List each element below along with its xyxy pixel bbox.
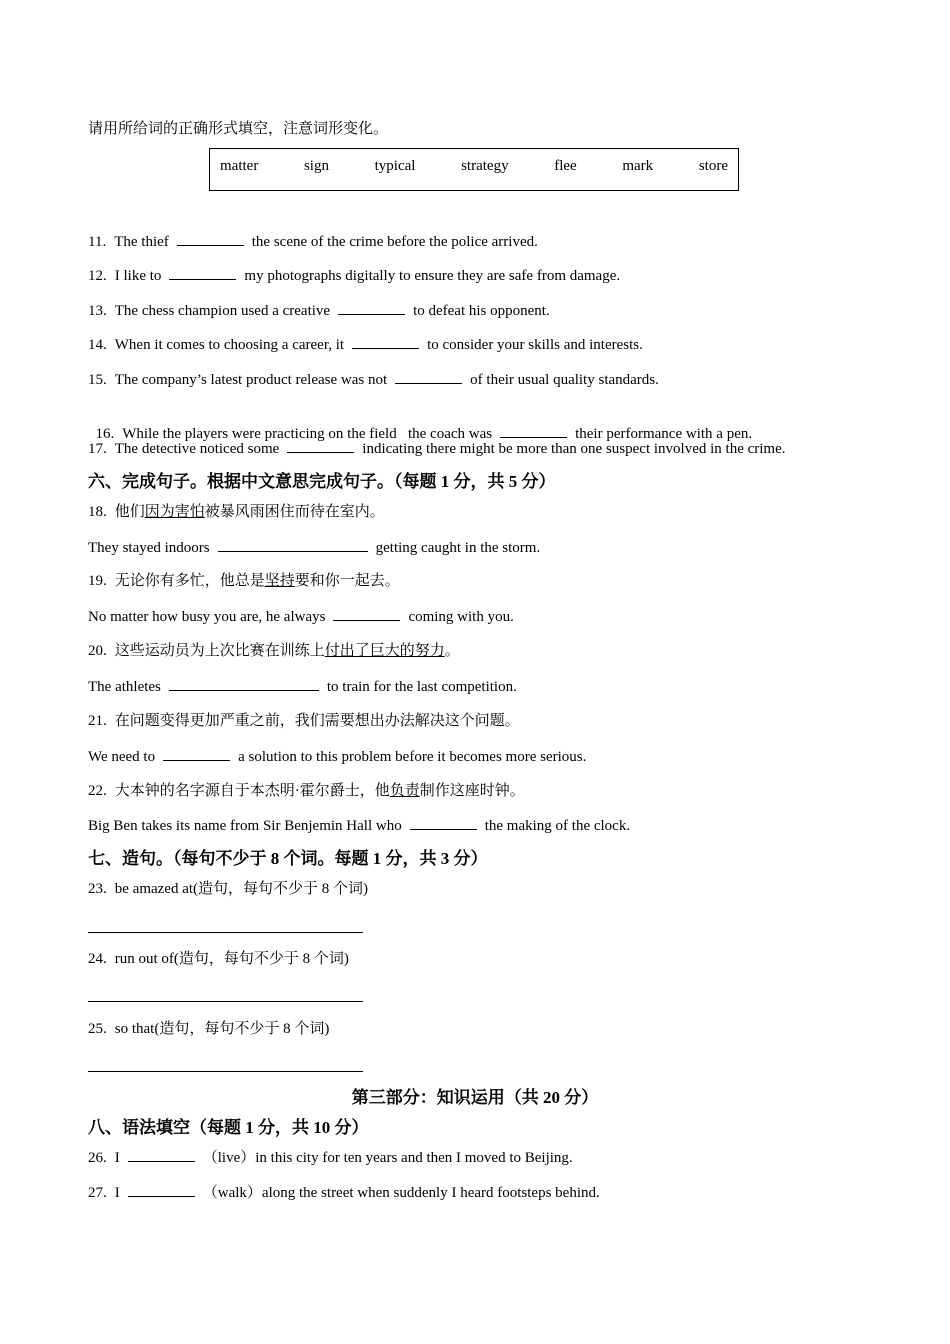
question-19-english [88,606,514,627]
question-18-chinese [88,502,385,522]
question-number: 18. [88,504,107,520]
word-box-item: store [698,158,728,174]
chinese-text: 大本钟的名字源自于本杰明·霍尔爵士，他 [114,783,390,799]
question-text-before: The detective noticed some [114,441,280,457]
answer-line[interactable] [88,1001,363,1002]
question-12 [88,265,620,286]
chinese-text: 这些运动员为上次比赛在训练上 [114,643,325,659]
english-text-before: We need to [88,749,156,765]
question-text-before: The company’s latest product release was not [114,372,388,388]
question-19-chinese [88,571,400,591]
word-box-item: strategy [461,158,509,174]
word-box-item: flee [554,158,577,174]
word-box-item: mark [622,158,654,174]
question-text-before: When it comes to choosing a career, it [114,337,345,353]
english-text-before: Big Ben takes its name from Sir Benjemin Hall who [88,818,402,834]
question-text-before: I like to [114,268,162,284]
question-11 [88,231,538,252]
word-box-item: typical [374,158,416,174]
english-text-after: coming with you. [408,609,514,625]
chinese-text: 制作这座时钟。 [419,783,525,799]
question-18-english [88,537,540,558]
note: (造句，每句不少于 8 个词) [193,881,369,897]
question-text-after: of their usual quality standards. [470,372,659,388]
question-20-english [88,676,517,697]
question-text-before: The chess champion used a creative [114,303,331,319]
question-text-before: I [114,1150,120,1166]
question-text-after: （live）in this city for ten years and then I moved to Beijing. [202,1150,573,1166]
question-13 [88,300,550,321]
section8-title: 八、语法填空（每题 1 分，共 10 分） [88,1118,369,1137]
phrase: be amazed at [114,881,194,897]
question-text-after: their performance with a pen. [575,426,753,442]
question-number: 22. [88,783,107,799]
question-17 [88,438,786,459]
note: (造句，每句不少于 8 个词) [173,951,349,967]
question-number: 12. [88,268,107,284]
english-text-after: a solution to this problem before it becomes more serious. [238,749,587,765]
question-number: 17. [88,441,107,457]
question-21-chinese [88,711,520,731]
chinese-text: 无论你有多忙，他总是 [114,573,265,589]
question-22-chinese [88,781,525,801]
question-number: 19. [88,573,107,589]
answer-line[interactable] [88,1071,363,1072]
chinese-underlined: 坚持 [264,573,295,589]
chinese-text: 在问题变得更加严重之前，我们需要想出办法解决这个问题。 [114,713,520,729]
question-number: 16. [95,426,115,442]
question-number: 23. [88,881,107,897]
question-21-english [88,746,586,767]
answer-blank[interactable] [338,300,405,315]
answer-blank[interactable] [410,815,477,830]
chinese-text: 。 [444,643,460,659]
word-box-item: matter [220,158,259,174]
answer-blank[interactable] [169,676,319,691]
answer-blank[interactable] [128,1182,195,1197]
question-26 [88,1147,573,1168]
question-number: 20. [88,643,107,659]
question-20-chinese [88,641,460,661]
note: (造句，每句不少于 8 个词) [154,1021,330,1037]
question-text-after: my photographs digitally to ensure they are safe from damage. [244,268,621,284]
english-text-before: No matter how busy you are, he always [88,609,326,625]
question-27 [88,1182,600,1203]
question-text-after: indicating there might be more than one suspect involved in the crime. [362,441,786,457]
english-text-before: The athletes [88,679,161,695]
answer-blank[interactable] [177,231,244,246]
question-text-before: The thief [114,234,169,250]
phrase: so that [114,1021,155,1037]
question-text-before: I [114,1185,120,1201]
question-text-before: While the players were practicing on the field the coach was [122,426,493,442]
question-number: 13. [88,303,107,319]
english-text-after: getting caught in the storm. [375,540,541,556]
instruction: 请用所给词的正确形式填空，注意词形变化。 [88,121,389,137]
english-text-after: the making of the clock. [484,818,631,834]
answer-blank[interactable] [395,369,462,384]
question-number: 21. [88,713,107,729]
question-number: 11. [88,234,107,250]
answer-blank[interactable] [352,334,419,349]
chinese-text: 要和你一起去。 [294,573,400,589]
answer-blank[interactable] [163,746,230,761]
english-text-after: to train for the last competition. [326,679,517,695]
answer-blank[interactable] [218,537,368,552]
english-text-before: They stayed indoors [88,540,210,556]
section7-title: 七、造句。（每句不少于 8 个词。每题 1 分，共 3 分） [88,849,488,868]
question-24 [88,949,349,969]
question-number: 15. [88,372,107,388]
question-number: 27. [88,1185,107,1201]
part3-title: 第三部分：知识运用（共 20 分） [351,1088,599,1107]
question-22-english [88,815,630,836]
chinese-text: 被暴风雨困住而待在室内。 [204,504,385,520]
question-text-after: the scene of the crime before the police arrived. [251,234,538,250]
question-15 [88,369,659,390]
chinese-underlined: 付出了巨大的努力 [324,643,445,659]
word-box-item: sign [303,158,329,174]
answer-blank[interactable] [287,438,354,453]
question-text-after: to defeat his opponent. [413,303,550,319]
question-number: 26. [88,1150,107,1166]
question-number: 25. [88,1021,107,1037]
question-text-after: （walk）along the street when suddenly I heard footsteps behind. [202,1185,600,1201]
phrase: run out of [114,951,174,967]
chinese-underlined: 负责 [389,783,420,799]
question-number: 24. [88,951,107,967]
chinese-text: 他们 [114,504,145,520]
section6-title: 六、完成句子。根据中文意思完成句子。（每题 1 分，共 5 分） [88,472,556,491]
question-23 [88,879,368,899]
answer-blank[interactable] [500,423,567,438]
question-25 [88,1019,329,1039]
word-box [209,148,739,191]
answer-blank[interactable] [169,265,236,280]
answer-blank[interactable] [128,1147,195,1162]
question-number: 14. [88,337,107,353]
answer-blank[interactable] [333,606,400,621]
chinese-underlined: 因为害怕 [144,504,205,520]
question-text-after: to consider your skills and interests. [427,337,643,353]
question-14 [88,334,643,355]
answer-line[interactable] [88,932,363,933]
